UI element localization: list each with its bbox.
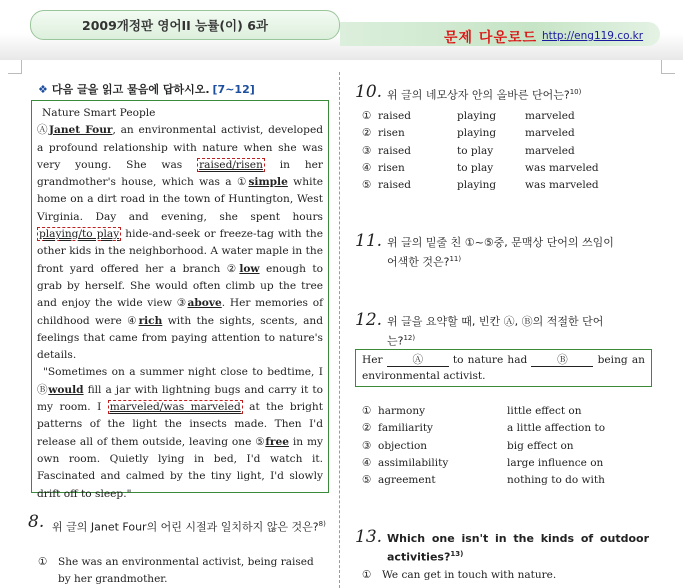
option-marker: ① [362, 110, 372, 122]
worksheet-title [30, 10, 340, 40]
question-8-prompt: 위 글의 Janet Four의 어린 시절과 일치하지 않은 것은? [52, 520, 319, 534]
download-link[interactable]: http://eng119.co.kr [542, 30, 644, 42]
option-marker: ① [38, 556, 48, 568]
worksheet-title-text: 2009개정판 영어II 능률(이) 6과 [82, 18, 268, 33]
question-13-prompt-end: activities? [387, 550, 451, 564]
summary-post: being an environmental activist. [362, 354, 645, 382]
passage-text: hide-and-seek or freeze-tag with the other kids in the neighborhood. A water maple in the front yard offered her a branch ② [37, 228, 323, 275]
instruction-text: 다음 글을 읽고 물음에 답하시오. [51, 83, 210, 96]
question-11-line-2 [387, 251, 461, 271]
summary-pre: Her [362, 354, 383, 366]
underlined-word: free [265, 435, 289, 448]
question-12-line-1: 위 글을 요약할 때, 빈칸 Ⓐ, Ⓑ의 적절한 단어 [387, 315, 604, 328]
option-cell: large influence on [507, 456, 604, 469]
question-10-footnote: 10) [569, 88, 582, 96]
option-cell: raised [378, 110, 411, 122]
option-marker: ① [362, 405, 372, 417]
instruction [38, 81, 338, 97]
option-cell: marveled [525, 110, 575, 122]
option-cell: raised [378, 144, 411, 157]
option-cell: playing [457, 110, 497, 122]
question-11-prompt-end: 어색한 것은? [387, 255, 450, 269]
passage-text: at the bright patterns of the light the insects made. Then I'd release all of them outside, leaving one ⑤ [37, 401, 323, 448]
passage-box [31, 100, 329, 500]
option-marker: ③ [362, 144, 372, 157]
option-cell: raised [378, 179, 411, 192]
question-13-option-1[interactable] [362, 569, 556, 581]
download-label[interactable]: 문제 다운로드 [444, 30, 538, 46]
question-12-footnote: 12) [403, 334, 416, 342]
passage-text: "Sometimes on a summer night close to bedtime, I Ⓑ [37, 366, 323, 396]
option-cell: a little affection to [507, 422, 606, 435]
option-cell: big effect on [507, 439, 574, 452]
passage-title: Nature Smart People [42, 107, 156, 119]
passage-text: . Her memories of childhood were ④ [37, 297, 323, 327]
question-12-number: 12. [355, 310, 383, 330]
question-10-prompt: 위 글의 네모상자 안의 올바른 단어는? [387, 88, 570, 102]
option-cell: was marveled [525, 179, 599, 192]
option-marker: ④ [362, 456, 372, 469]
passage-text: fill a jar with lightning bugs and carry it to my room. I [37, 383, 323, 414]
diamond-bullet-icon: ❖ [38, 83, 48, 96]
option-cell: playing [457, 179, 497, 192]
option-marker: ④ [362, 161, 372, 174]
blank-b[interactable]: Ⓑ [531, 354, 593, 367]
option-marker: ⑤ [362, 179, 372, 192]
option-cell: agreement [378, 474, 436, 487]
option-cell: familiarity [378, 422, 433, 435]
passage-text: white home on a dirt road in the town of Huntington, West Virginia. Day and evening, she spent hours [37, 176, 323, 223]
underlined-word: low [239, 262, 260, 275]
question-10-text [387, 84, 581, 104]
question-13-line-2 [387, 546, 463, 566]
question-13-number: 13. [355, 527, 383, 547]
choice-box: playing/to play [39, 228, 120, 241]
question-8-option-1[interactable] [38, 556, 314, 568]
option-cell: to play [457, 161, 494, 174]
passage-text: , an environmental activist, developed a profound relationship with nature when she was very young. She was [37, 124, 323, 171]
summary-box [355, 349, 652, 387]
option-text: She was an environmental activist, being raised [58, 556, 314, 568]
passage-text: Ⓐ [37, 124, 49, 137]
option-marker: ① [362, 569, 372, 581]
question-11-number: 11. [355, 231, 383, 251]
question-12-prompt-end: 는? [387, 334, 404, 348]
column-divider [339, 72, 340, 588]
question-13-line-1: Which one isn't in the kinds of outdoor [387, 532, 649, 545]
option-cell: assimilability [378, 456, 449, 469]
option-cell: nothing to do with [507, 474, 605, 487]
option-cell: harmony [378, 405, 426, 417]
question-8-option-1-cont [38, 573, 168, 585]
option-cell: little effect on [507, 405, 582, 417]
summary-mid: to nature had [452, 354, 528, 366]
underlined-word: simple [248, 176, 288, 189]
option-cell: to play [457, 144, 494, 157]
choice-box: marveled/was marveled [109, 401, 241, 414]
question-11-line-1: 위 글의 밑줄 친 ①~⑤중, 문맥상 단어의 쓰임이 [387, 236, 614, 249]
option-cell: playing [457, 127, 497, 140]
option-text: We can get in touch with nature. [382, 569, 557, 581]
option-marker: ⑤ [362, 474, 372, 487]
option-cell: risen [378, 127, 405, 140]
question-11-footnote: 11) [449, 255, 462, 263]
option-cell: marveled [525, 144, 575, 157]
option-marker: ② [362, 127, 372, 140]
option-cell: marveled [525, 127, 575, 140]
question-8-number: 8. [28, 512, 45, 532]
option-marker: ③ [362, 439, 372, 452]
passage-paragraph-1 [37, 122, 323, 364]
underlined-word: rich [138, 314, 163, 327]
underlined-word: above [187, 297, 222, 310]
blank-a[interactable]: Ⓐ [387, 354, 449, 367]
option-cell: objection [378, 439, 428, 452]
choice-box: raised/risen [199, 158, 263, 171]
question-8-text [52, 516, 332, 536]
option-cell: was marveled [525, 161, 599, 174]
underlined-word: would [48, 383, 84, 396]
option-cell: risen [378, 161, 405, 174]
passage-paragraph-2 [37, 364, 323, 502]
question-12-line-2 [387, 330, 415, 350]
question-10-number: 10. [355, 82, 383, 102]
passage-text: in my own room. Quietly lying in bed, I'd watch it. Fascinated and calmed by the tiny light, I'd slowly drift off to sleep." [37, 435, 323, 500]
option-text: by her grandmother. [58, 573, 168, 585]
question-8-footnote: 8) [318, 520, 326, 528]
crop-mark-right [661, 60, 675, 74]
passage-text: enough to grab by herself. She would often climb up the tree and enjoy the wide view ③ [37, 262, 323, 310]
passage-text: in her grandmother's house, which was a ① [37, 158, 323, 189]
question-13-footnote: 13) [450, 550, 464, 558]
passage-text: with the sights, scents, and feelings that came from paying attention to nature's details. [37, 314, 323, 362]
crop-mark-left [8, 60, 22, 74]
question-range: [7~12] [212, 83, 255, 96]
option-marker: ② [362, 422, 372, 435]
underlined-word: Janet Four [48, 124, 113, 137]
